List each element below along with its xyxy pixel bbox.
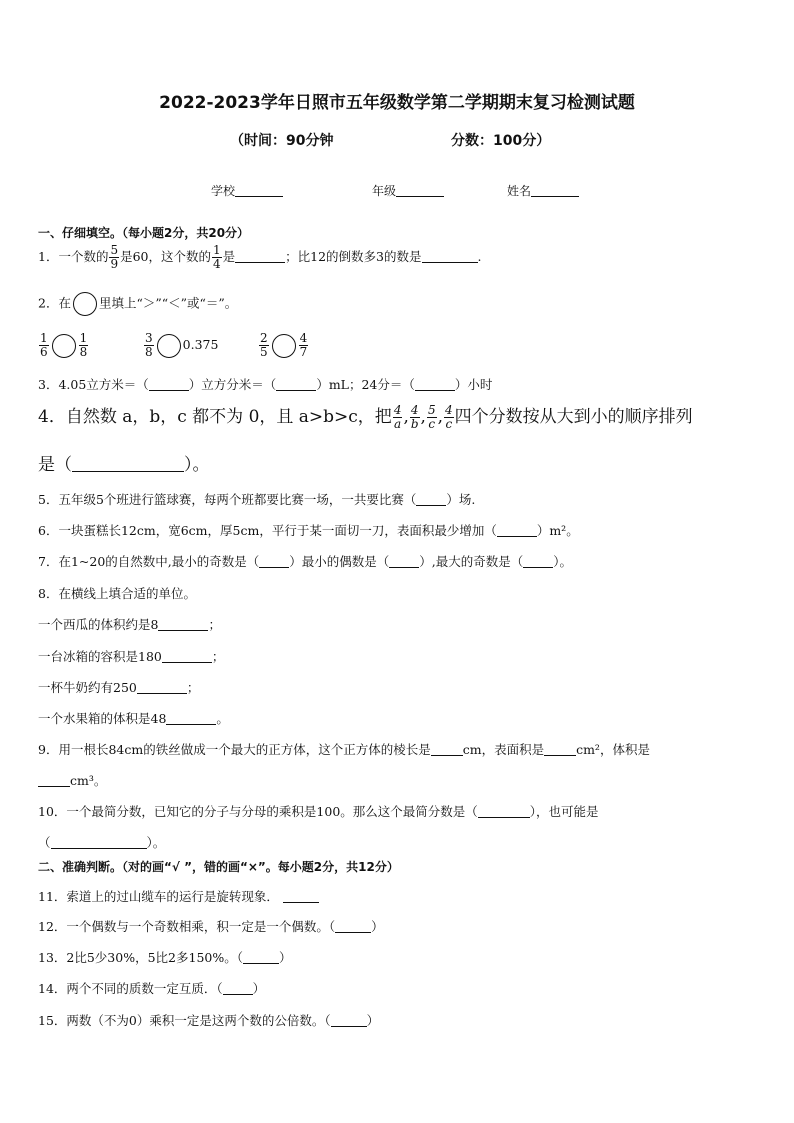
fraction: $\frac{5}{9}$ [110, 243, 119, 271]
section-2-heading: 二、准确判断。（对的画“√ ”，错的画“×”。每小题2分，共12分） [38, 860, 399, 874]
grade-label: 年级 [372, 184, 397, 198]
answer-blank[interactable] [431, 743, 463, 756]
question-10-cont: （ ）。 [38, 835, 166, 850]
school-field[interactable] [211, 182, 283, 199]
answer-blank[interactable] [259, 555, 289, 568]
question-8-line-3: 一杯牛奶约有250 ； [38, 680, 200, 695]
question-8-line-1: 一个西瓜的体积约是8 ； [38, 617, 221, 632]
answer-blank[interactable] [72, 459, 184, 472]
exam-score: 分数：100分） [451, 133, 551, 149]
answer-blank[interactable] [416, 493, 446, 506]
answer-blank[interactable] [235, 250, 285, 263]
compare-item-2: $\frac{3}{8}$ 0.375 [145, 331, 219, 359]
answer-blank[interactable] [223, 982, 253, 995]
compare-circle-icon[interactable] [157, 334, 181, 358]
compare-circle-icon[interactable] [52, 334, 76, 358]
answer-blank[interactable] [38, 774, 70, 787]
question-14: 14．两个不同的质数一定互质．（ ） [38, 981, 266, 996]
answer-blank[interactable] [158, 618, 208, 631]
question-1: 1．一个数的 $\frac{5}{9}$ 是60，这个数的 $\frac{1}{4}$ 是 ；比12的倒数多3的数是 . [38, 243, 482, 271]
answer-blank[interactable] [497, 524, 537, 537]
answer-blank[interactable] [137, 681, 187, 694]
question-3: 3．4.05立方米＝（ ）立方分米＝（ ）mL；24分＝（ ）小时 [38, 377, 493, 392]
question-11: 11．索道上的过山缆车的运行是旋转现象． [38, 887, 319, 905]
answer-blank[interactable] [162, 650, 212, 663]
question-9-cont: cm³。 [38, 771, 106, 789]
name-field[interactable] [507, 182, 579, 199]
question-2: 2．在 里填上“＞”“＜”或“＝”。 [38, 292, 237, 316]
question-9: 9．用一根长84cm的铁丝做成一个最大的正方体，这个正方体的棱长是 cm，表面积是 cm²，体积是 [38, 742, 650, 757]
question-13: 13．2比5少30%，5比2多150%。（ ） [38, 950, 292, 965]
compare-item-1: $\frac{1}{6}$ $\frac{1}{8}$ [40, 331, 88, 359]
answer-blank[interactable] [283, 890, 319, 903]
compare-circle-icon[interactable] [272, 334, 296, 358]
section-1-heading: 一、仔细填空。（每小题2分，共20分） [38, 226, 250, 240]
answer-blank[interactable] [478, 805, 530, 818]
answer-blank[interactable] [149, 378, 189, 391]
fraction: $\frac{1}{4}$ [213, 243, 221, 271]
grade-field[interactable] [372, 182, 444, 199]
question-4-cont: 是（ ）。 [38, 455, 210, 475]
name-label: 姓名 [507, 184, 532, 198]
answer-blank[interactable] [523, 555, 553, 568]
compare-item-3: $\frac{2}{5}$ $\frac{4}{7}$ [260, 331, 308, 359]
question-8: 8．在横线上填合适的单位。 [38, 586, 196, 601]
question-12: 12．一个偶数与一个奇数相乘，积一定是一个偶数。（ ） [38, 919, 384, 934]
question-8-line-4: 一个水果箱的体积是48 。 [38, 711, 229, 726]
question-7: 7．在1~20的自然数中,最小的奇数是（ ）最小的偶数是（ ）,最大的奇数是（ ）。 [38, 554, 573, 569]
name-blank[interactable] [531, 184, 579, 197]
question-15: 15．两数（不为0）乘积一定是这两个数的公倍数。（ ） [38, 1013, 380, 1028]
answer-blank[interactable] [331, 1014, 367, 1027]
answer-blank[interactable] [51, 836, 147, 849]
exam-time: （时间：90分钟 [230, 133, 334, 149]
answer-blank[interactable] [335, 920, 371, 933]
answer-blank[interactable] [166, 712, 216, 725]
question-8-line-2: 一台冰箱的容积是180 ； [38, 649, 225, 664]
answer-blank[interactable] [422, 250, 478, 263]
school-blank[interactable] [235, 184, 283, 197]
question-10: 10．一个最简分数，已知它的分子与分母的乘积是100。那么这个最简分数是（ ），也可能是 [38, 804, 599, 819]
answer-blank[interactable] [276, 378, 316, 391]
page-title: 2022-2023学年日照市五年级数学第二学期期末复习检测试题 [159, 93, 635, 113]
answer-blank[interactable] [415, 378, 455, 391]
answer-blank[interactable] [389, 555, 419, 568]
answer-blank[interactable] [544, 743, 576, 756]
grade-blank[interactable] [396, 184, 444, 197]
question-5: 5．五年级5个班进行篮球赛，每两个班都要比赛一场，一共要比赛（ ）场. [38, 492, 476, 507]
compare-circle-icon [73, 292, 97, 316]
school-label: 学校 [211, 184, 236, 198]
question-6: 6．一块蛋糕长12cm，宽6cm，厚5cm，平行于某一面切一刀，表面积最少增加（ ）m²。 [38, 523, 579, 538]
question-4: 4．自然数 a，b，c 都不为 0，且 a>b>c，把 $\frac{4}{a}$ , $\frac{4}{b}$ , $\frac{5}{c}$ , $\frac{4}{c}$ 四个分数按从大到小的顺序排列 [38, 403, 693, 431]
answer-blank[interactable] [243, 951, 279, 964]
